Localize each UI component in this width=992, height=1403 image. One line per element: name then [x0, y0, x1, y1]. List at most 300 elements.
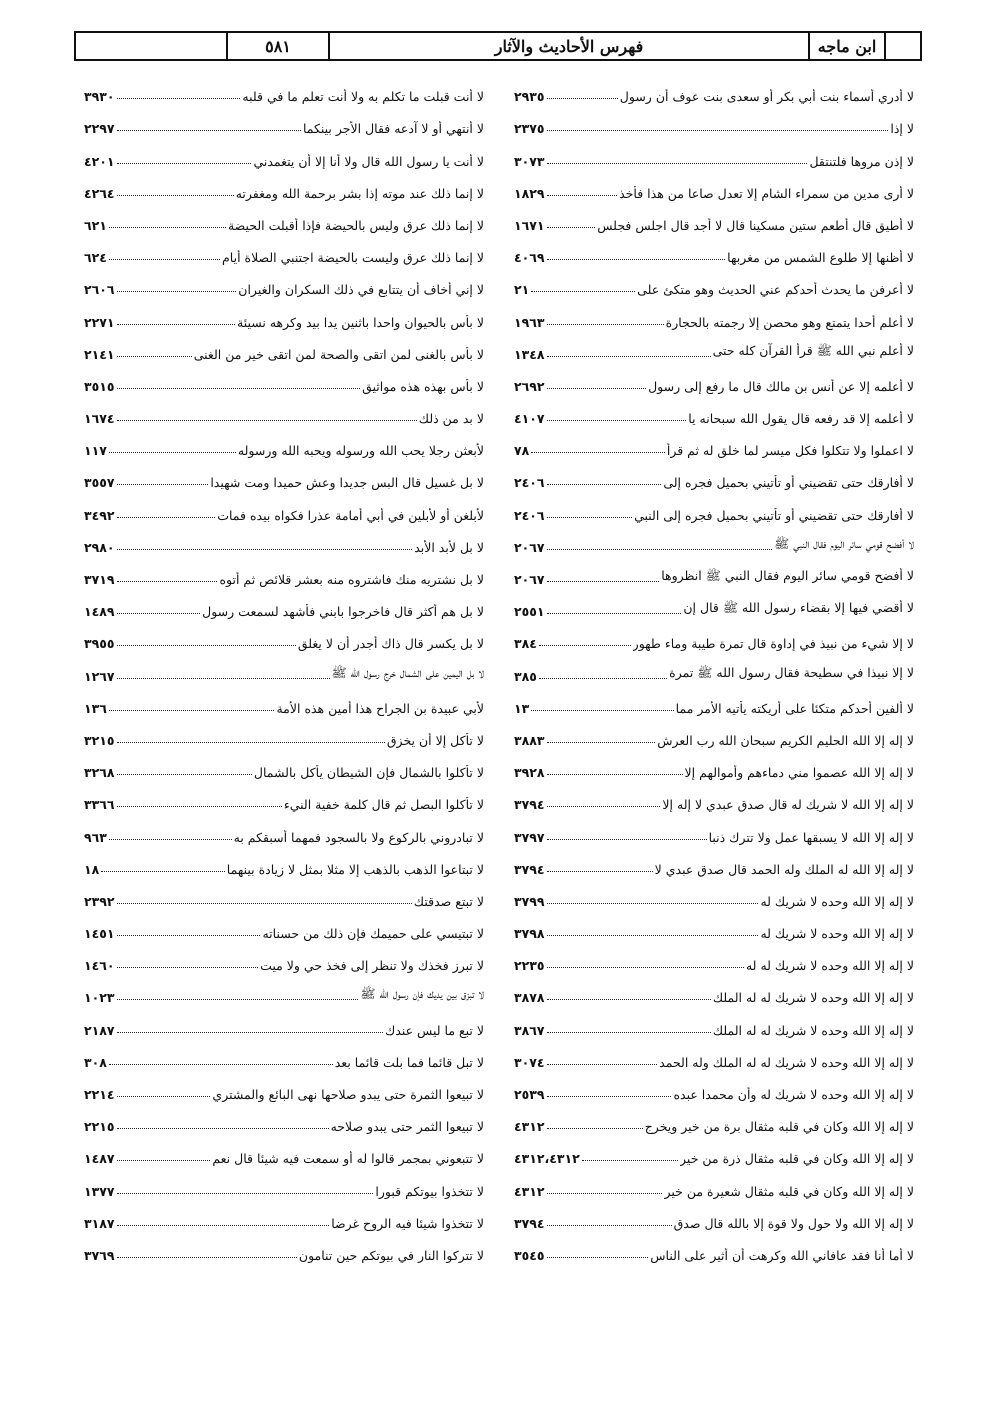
hadith-text: لا أنت يا رسول الله قال ولا أنا إلا أن يتغمدني: [253, 153, 484, 169]
dot-leader: [117, 1225, 330, 1226]
hadith-number: ٢٩٣٥: [514, 89, 545, 105]
dot-leader: [117, 388, 361, 389]
dot-leader: [531, 452, 665, 453]
hadith-text: لا تبتع صدقتك: [413, 893, 484, 909]
index-entry: [514, 1102, 914, 1134]
index-entry: [514, 780, 914, 812]
hadith-text: لا إله إلا الله وكان في قلبه مثقال ذرة من خير: [680, 1151, 914, 1167]
hadith-number: ١٣٦: [84, 700, 107, 716]
hadith-number: ٢٢٧١: [84, 314, 115, 330]
hadith-number: ١٣٧٧: [84, 1183, 115, 1199]
index-entry: [514, 716, 914, 748]
hadith-text: لا أعلم أحدا يتمتع وهو محصن إلا رجمته بالحجارة: [665, 314, 914, 330]
hadith-text: لا أفارقك حتى تقضيني أو تأتيني بحميل فجره إلى: [663, 475, 914, 491]
dot-leader: [531, 710, 673, 711]
index-entry: [514, 748, 914, 780]
hadith-text: لا إنما ذلك عرق وليست بالحيضة اجتنبي الصلاة أيام: [222, 250, 484, 266]
hadith-text: لا اعملوا ولا تتكلوا فكل ميسر لما خلق له ثم قرأ: [666, 443, 914, 459]
dot-leader: [547, 259, 726, 260]
hadith-number: ٤٢٦٤: [84, 185, 115, 201]
dot-leader: [582, 1160, 678, 1161]
index-entry: [84, 1038, 484, 1070]
index-entry: [514, 265, 914, 297]
index-entry: [514, 1070, 914, 1102]
hadith-number: ٣٨٨٣: [514, 732, 545, 748]
dot-leader: [117, 613, 201, 614]
dot-leader: [547, 1096, 672, 1097]
dot-leader: [117, 581, 218, 582]
dot-leader: [117, 1160, 211, 1161]
dot-leader: [117, 1096, 211, 1097]
dot-leader: [547, 806, 661, 807]
dot-leader: [117, 999, 359, 1000]
hadith-number: ١٣٤٨: [514, 346, 545, 362]
hadith-number: ٢٣٧٥: [514, 121, 545, 137]
hadith-number: ٣٥٤٥: [514, 1247, 545, 1263]
index-entry: [514, 845, 914, 877]
hadith-number: ٢٢٩٧: [84, 121, 115, 137]
index-entry: [84, 877, 484, 909]
index-entry: [514, 458, 914, 490]
dot-leader: [547, 839, 707, 840]
dot-leader: [539, 678, 667, 679]
hadith-text: لا بل هم أكثر قال فاخرجوا بابني فأشهد لسمعت رسول: [202, 604, 484, 620]
index-entry: [514, 136, 914, 168]
hadith-text: لا ألفين أحدكم متكئا على أريكته يأتيه الأمر مما: [675, 700, 914, 716]
hadith-text: لا تبتاعوا الذهب بالذهب إلا مثلا بمثل لا زيادة بينهما: [226, 861, 484, 877]
index-entry: [84, 426, 484, 458]
dot-leader: [547, 903, 759, 904]
index-entry: [84, 265, 484, 297]
index-entry: [84, 909, 484, 941]
hadith-number: ١٦٧٤: [84, 411, 115, 427]
dot-leader: [117, 1128, 329, 1129]
hadith-number: ٣٧٩٤: [514, 1215, 545, 1231]
index-entry: [514, 555, 914, 587]
index-entry: [84, 394, 484, 426]
hadith-text: لا إذن مروها فلتنتقل: [809, 153, 914, 169]
dot-leader: [547, 581, 660, 582]
index-entry: [84, 684, 484, 716]
hadith-number: ٣٧٩٧: [514, 829, 545, 845]
dot-leader: [117, 806, 282, 807]
hadith-text: لا إله إلا الله لا يسبقها عمل ولا تترك ذنبا: [708, 829, 914, 845]
index-entry: [514, 201, 914, 233]
index-entry: [514, 877, 914, 909]
dot-leader: [109, 1064, 333, 1065]
hadith-text: لأبلغن أو لأبلين في أبي أمامة عذرا فكواه بيده فمات: [217, 507, 484, 523]
hadith-number: ٣٧٩٨: [514, 926, 545, 942]
hadith-number: ٤١٠٧: [514, 411, 545, 427]
dot-leader: [547, 967, 744, 968]
dot-leader: [117, 645, 296, 646]
index-entry: [514, 426, 914, 458]
hadith-text: لا إله إلا الله وحده لا شريك له له الملك وله الحمد: [659, 1054, 914, 1070]
dot-leader: [117, 774, 252, 775]
dot-leader: [547, 1064, 658, 1065]
hadith-number: ٦٢٤: [84, 250, 107, 266]
dot-leader: [547, 130, 889, 131]
hadith-text: لا أنت قبلت ما تكلم به ولا أنت تعلم ما في قلبه: [242, 89, 484, 105]
index-entry: [84, 748, 484, 780]
dot-leader: [547, 774, 683, 775]
index-entry: [514, 523, 914, 555]
index-entry: [514, 1038, 914, 1070]
hadith-number: ٣٥١٥: [84, 378, 115, 394]
index-entry: [84, 1102, 484, 1134]
hadith-number: ٣٤٩٢: [84, 507, 115, 523]
dot-leader: [117, 1032, 383, 1033]
index-entry: [84, 490, 484, 522]
index-entry: [514, 233, 914, 265]
hadith-text: لا بأس بالغنى لمن اتقى والصحة لمن اتقى خير من الغنى: [193, 346, 484, 362]
hadith-number: ٢٦٠٦: [84, 282, 115, 298]
hadith-number: ١٨٢٩: [514, 185, 545, 201]
hadith-number: ٣٧١٩: [84, 572, 115, 587]
index-entry: [84, 136, 484, 168]
hadith-text: لا بل نشتريه منك فاشتروه منه بعشر قلائص ثم أتوه: [219, 572, 484, 587]
hadith-text: لا أما أنا فقد عافاني الله وكرهت أن أثير على الناس: [650, 1247, 914, 1263]
index-entry: [84, 72, 484, 104]
hadith-text: لا تبيعوا الثمرة حتى يبدو صلاحها نهى البائع والمشتري: [212, 1087, 484, 1102]
dot-leader: [117, 356, 192, 357]
dot-leader: [117, 484, 209, 485]
hadith-number: ٢٤٠٦: [514, 507, 545, 523]
dot-leader: [117, 130, 301, 131]
hadith-number: ٤٣١٢،٤٣١٢: [514, 1151, 580, 1167]
hadith-text: لا أفضح قومي سائر اليوم فقال النبي ﷺ: [774, 535, 914, 551]
index-entry: [514, 1166, 914, 1198]
dot-leader: [547, 517, 633, 518]
hadith-text: لا إنما ذلك عرق وليس بالحيضة فإذا أقبلت الحيضة: [227, 217, 484, 233]
hadith-text: لا تبيعوا الثمر حتى يبدو صلاحه: [330, 1119, 484, 1135]
dot-leader: [117, 291, 237, 292]
right-column: [514, 72, 914, 1263]
dot-leader: [117, 163, 252, 164]
hadith-text: لا أدري أسماء بنت أبي بكر أو سعدى بنت عوف أن رسول: [619, 89, 914, 105]
hadith-text: لا أعلم نبي الله ﷺ قرأ القرآن كله حتى: [712, 342, 914, 358]
hadith-number: ٢٩٨٠: [84, 539, 115, 555]
hadith-number: ٢٥٣٩: [514, 1087, 545, 1102]
hadith-text: لا أفضح قومي سائر اليوم فقال النبي ﷺ انظروها: [661, 568, 914, 583]
index-entry: [84, 651, 484, 683]
hadith-number: ٣٩٢٨: [514, 765, 545, 781]
hadith-text: لا إله إلا الله عصموا مني دماءهم وأموالهم إلا: [684, 765, 914, 781]
hadith-number: ٢٣٩٢: [84, 893, 115, 909]
dot-leader: [109, 452, 236, 453]
index-entry: [514, 1231, 914, 1263]
hadith-number: ٩٦٣: [84, 829, 107, 845]
dot-leader: [117, 1193, 374, 1194]
hadith-number: ٢١٤١: [84, 346, 115, 362]
dot-leader: [117, 1257, 297, 1258]
index-entry: [84, 297, 484, 329]
index-entry: [84, 104, 484, 136]
index-entry: [84, 169, 484, 201]
hadith-number: ٢٠٦٧: [514, 539, 545, 555]
index-entry: [514, 394, 914, 426]
hadith-number: ٢٤٠٦: [514, 475, 545, 491]
hadith-number: ١٨: [84, 861, 100, 877]
hadith-number: ٣٧٩٤: [514, 797, 545, 813]
hadith-number: ٤٠٦٩: [514, 250, 545, 266]
dot-leader: [547, 98, 618, 99]
dot-leader: [547, 1257, 649, 1258]
hadith-number: ٣٢٦٨: [84, 765, 115, 781]
index-entry: [514, 104, 914, 136]
index-entry: [514, 1005, 914, 1037]
index-entry: [514, 490, 914, 522]
dot-leader: [547, 613, 682, 614]
hadith-text: لا تبادروني بالركوع ولا بالسجود فمهما أسبقكم به: [233, 829, 484, 845]
hadith-text: لا إله إلا الله ولا حول ولا قوة إلا بالله قال صدق: [673, 1215, 914, 1231]
index-entry: [84, 716, 484, 748]
hadith-text: لا بل اليمين على الشمال خرج رسول الله ﷺ: [331, 664, 484, 680]
hadith-number: ٣٠٧٤: [514, 1054, 545, 1070]
index-entry: [84, 1005, 484, 1037]
hadith-number: ٣٨٦٧: [514, 1022, 545, 1038]
dot-leader: [547, 549, 773, 550]
dot-leader: [547, 388, 647, 389]
hadith-number: ٣٠٧٣: [514, 153, 545, 169]
hadith-text: لا بأس بالحيوان واحدا باثنين يدا بيد وكرهه نسيئة: [237, 314, 484, 330]
hadith-number: ١٤٨٩: [84, 604, 115, 620]
hadith-text: لا تبرز فخذك ولا تنظر إلى فخذ حي ولا ميت: [260, 958, 484, 974]
dot-leader: [547, 1193, 663, 1194]
dot-leader: [547, 999, 711, 1000]
dot-leader: [547, 742, 656, 743]
hadith-number: ١٩٦٣: [514, 314, 545, 330]
hadith-text: لا بل لأبد الأبد: [414, 539, 484, 555]
hadith-number: ٤٣١٢: [514, 1119, 545, 1135]
index-entry: [514, 72, 914, 104]
hadith-text: لا إني أخاف أن يتتابع في ذلك السكران والغيران: [238, 282, 484, 298]
hadith-number: ١٢٦٧: [84, 668, 115, 684]
dot-leader: [547, 195, 618, 196]
header-book-name: ابن ماجه: [817, 36, 877, 56]
dot-leader: [547, 356, 711, 357]
index-entry: [514, 684, 914, 716]
hadith-number: ١٤٥١: [84, 926, 115, 942]
hadith-text: لا أعلمه إلا قد رفعه قال يقول الله سبحانه يا: [688, 411, 914, 427]
hadith-number: ٧٨: [514, 443, 530, 459]
index-entry: [514, 587, 914, 619]
hadith-number: ٣٧٦٩: [84, 1247, 115, 1263]
hadith-text: لا تبتيسي على حميمك فإن ذلك من حسناته: [262, 926, 484, 942]
header-page-number: ٥٨١: [265, 36, 291, 56]
dot-leader: [117, 98, 241, 99]
hadith-number: ٣٧٩٩: [514, 893, 545, 909]
index-entry: [84, 201, 484, 233]
index-entry: [84, 1134, 484, 1166]
index-entry: [514, 941, 914, 973]
hadith-text: لا أفارقك حتى تقضيني أو تأتيني بحميل فجره إلى النبي: [634, 507, 914, 523]
hadith-text: لا أطيق قال أطعم ستين مسكينا قال لا أجد قال اجلس فجلس: [597, 217, 914, 233]
hadith-number: ٣٣٦٦: [84, 797, 115, 813]
hadith-text: لا أعرفن ما يحدث أحدكم عني الحديث وهو متكئ على: [637, 282, 914, 298]
hadith-text: لا تأكل إلا أن يخزق: [386, 732, 484, 748]
hadith-text: لا إله إلا الله وحده لا شريك له: [760, 893, 914, 909]
header-title: فهرس الأحاديث والآثار: [494, 36, 644, 56]
hadith-text: لا إله إلا الله وحده لا شريك له وأن محمدا عبده: [673, 1087, 914, 1102]
hadith-number: ١٣: [514, 700, 530, 716]
index-entry: [84, 1199, 484, 1231]
dot-leader: [101, 871, 225, 872]
dot-leader: [109, 710, 275, 711]
hadith-text: لا تتخذوا شيئا فيه الروح غرضا: [331, 1215, 484, 1231]
dot-leader: [117, 195, 234, 196]
dot-leader: [531, 291, 635, 292]
index-entry: [514, 812, 914, 844]
hadith-text: لا إله إلا الله وكان في قلبه مثقال برة من خير ويخرج: [644, 1119, 914, 1135]
hadith-text: لا أعلمه إلا عن أنس بن مالك قال ما رفع إلى رسول: [648, 378, 914, 394]
index-entry: [84, 1070, 484, 1102]
dot-leader: [547, 227, 596, 228]
index-entry: [84, 233, 484, 265]
hadith-number: ٣٥٥٧: [84, 475, 115, 491]
hadith-number: ٣١٨٧: [84, 1215, 115, 1231]
hadith-number: ٣٨٧٨: [514, 990, 545, 1006]
hadith-number: ٣٩٣٠: [84, 89, 115, 105]
page-header: [74, 31, 922, 61]
hadith-text: لا إله إلا الله وحده لا شريك له له الملك: [712, 1022, 914, 1038]
dot-leader: [117, 967, 259, 968]
dot-leader: [109, 259, 220, 260]
hadith-text: لا بأس بهذه هذه مواثيق: [362, 378, 484, 394]
hadith-number: ٢٠٦٧: [514, 572, 545, 587]
hadith-number: ٢٢١٥: [84, 1119, 115, 1135]
hadith-text: لأبعثن رجلا يحب الله ورسوله ويحبه الله ورسوله: [237, 443, 484, 459]
hadith-text: لأبي عبيدة بن الجراح هذا أمين هذه الأمة: [276, 700, 484, 716]
index-entry: [514, 909, 914, 941]
hadith-text: لا إله إلا الله وحده لا شريك له: [760, 926, 914, 942]
dot-leader: [547, 1128, 643, 1129]
hadith-text: لا إله إلا الله وحده لا شريك له له الملك: [712, 990, 914, 1006]
hadith-text: لا إنما ذلك عند موته إذا بشر برحمة الله ومغفرته: [235, 185, 484, 201]
hadith-number: ٣٧٩٤: [514, 861, 545, 877]
hadith-text: لا إذا: [890, 121, 914, 137]
index-entry: [84, 845, 484, 877]
hadith-text: لا تأكلوا بالشمال فإن الشيطان يأكل بالشمال: [253, 765, 484, 781]
hadith-text: لا بل يكسر قال ذاك أجدر أن لا يغلق: [297, 636, 484, 652]
index-entry: [84, 619, 484, 651]
hadith-number: ٣٩٥٥: [84, 636, 115, 652]
hadith-text: لا تتخذوا بيوتكم قبورا: [375, 1183, 484, 1199]
dot-leader: [117, 420, 417, 421]
index-entry: [84, 555, 484, 587]
header-blank-right: [886, 33, 920, 59]
hadith-text: لا تتركوا النار في بيوتكم حين تنامون: [298, 1247, 484, 1263]
hadith-text: لا بد من ذلك: [418, 411, 484, 427]
index-entry: [84, 812, 484, 844]
dot-leader: [547, 1032, 711, 1033]
index-entry: [84, 330, 484, 362]
hadith-number: ٤٣١٢: [514, 1183, 545, 1199]
dot-leader: [547, 1225, 672, 1226]
index-entry: [84, 941, 484, 973]
hadith-number: ٣٠٨: [84, 1054, 107, 1070]
hadith-number: ١٤٨٧: [84, 1151, 115, 1167]
hadith-text: لا إله إلا الله لا شريك له قال صدق عبدي لا إله إلا: [662, 797, 914, 813]
hadith-text: لا إله إلا الله الحليم الكريم سبحان الله رب العرش: [657, 732, 914, 748]
hadith-number: ٢١: [514, 282, 530, 298]
dot-leader: [117, 903, 412, 904]
index-entry: [514, 330, 914, 362]
hadith-text: لا إله إلا الله وحده لا شريك له له: [745, 958, 914, 974]
index-entry: [514, 1134, 914, 1166]
hadith-number: ٤٢٠١: [84, 153, 115, 169]
dot-leader: [547, 324, 664, 325]
hadith-number: ٣٨٥: [514, 668, 537, 684]
left-column: [84, 72, 484, 1263]
index-entry: [84, 458, 484, 490]
hadith-number: ٢٢٣٥: [514, 958, 545, 974]
hadith-number: ٢٥٥١: [514, 604, 545, 620]
index-entry: [84, 362, 484, 394]
hadith-text: لا تبع ما ليس عندك: [384, 1022, 484, 1038]
dot-leader: [547, 935, 759, 936]
dot-leader: [117, 742, 385, 743]
hadith-text: لا أرى مدين من سمراء الشام إلا تعدل صاعا من هذا فأخذ: [619, 185, 914, 201]
dot-leader: [109, 839, 232, 840]
hadith-number: ٣٢١٥: [84, 732, 115, 748]
hadith-number: ١٠٢٣: [84, 990, 115, 1006]
index-entry: [84, 523, 484, 555]
hadith-text: لا إله إلا الله وكان في قلبه مثقال شعيرة من خير: [664, 1183, 914, 1199]
hadith-number: ٢١٨٧: [84, 1022, 115, 1038]
dot-leader: [547, 163, 808, 164]
hadith-number: ٢٦٩٢: [514, 378, 545, 394]
index-entry: [84, 780, 484, 812]
hadith-text: لا أقضي فيها إلا بقضاء رسول الله ﷺ قال إن: [683, 600, 914, 616]
hadith-text: لا أظنها إلا طلوع الشمس من مغربها: [727, 250, 914, 266]
hadith-text: لا إله إلا الله له الملك وله الحمد قال صدق عبدي لا: [654, 861, 914, 877]
index-entry: [84, 1166, 484, 1198]
index-entry: [514, 973, 914, 1005]
index-entry: [84, 587, 484, 619]
index-entry: [84, 1231, 484, 1263]
index-entry: [514, 297, 914, 329]
hadith-text: لا تبزق بين يديك فإن رسول الله ﷺ: [360, 986, 484, 1002]
hadith-number: ١١٧: [84, 443, 107, 459]
index-entry: [514, 651, 914, 683]
dot-leader: [547, 871, 653, 872]
dot-leader: [547, 484, 662, 485]
dot-leader: [117, 678, 330, 679]
hadith-number: ٢٢١٤: [84, 1087, 115, 1102]
hadith-text: لا تتبعوني بمجمر قالوا له أو سمعت فيه شيئا قال نعم: [212, 1151, 484, 1167]
header-blank-left: [76, 33, 226, 59]
index-entry: [514, 619, 914, 651]
dot-leader: [117, 549, 413, 550]
index-entry: [514, 169, 914, 201]
hadith-text: لا أنتهي أو لا آدعه فقال الأجر بينكما: [302, 121, 484, 137]
dot-leader: [117, 324, 235, 325]
hadith-number: ١٦٧١: [514, 217, 545, 233]
index-entry: [84, 973, 484, 1005]
hadith-number: ٦٢١: [84, 217, 107, 233]
hadith-text: لا تأكلوا البصل ثم قال كلمة خفية النيء: [283, 797, 484, 813]
hadith-number: ٣٨٤: [514, 636, 537, 652]
dot-leader: [117, 517, 216, 518]
hadith-number: ١٤٦٠: [84, 958, 115, 974]
hadith-text: لا بل غسيل قال البس جديدا وعش حميدا ومت شهيدا: [210, 475, 484, 491]
index-entry: [514, 362, 914, 394]
dot-leader: [117, 935, 261, 936]
dot-leader: [539, 645, 631, 646]
hadith-text: لا إلا شيء من نبيذ في إداوة قال تمرة طيبة وماء طهور: [632, 636, 914, 652]
dot-leader: [547, 420, 687, 421]
